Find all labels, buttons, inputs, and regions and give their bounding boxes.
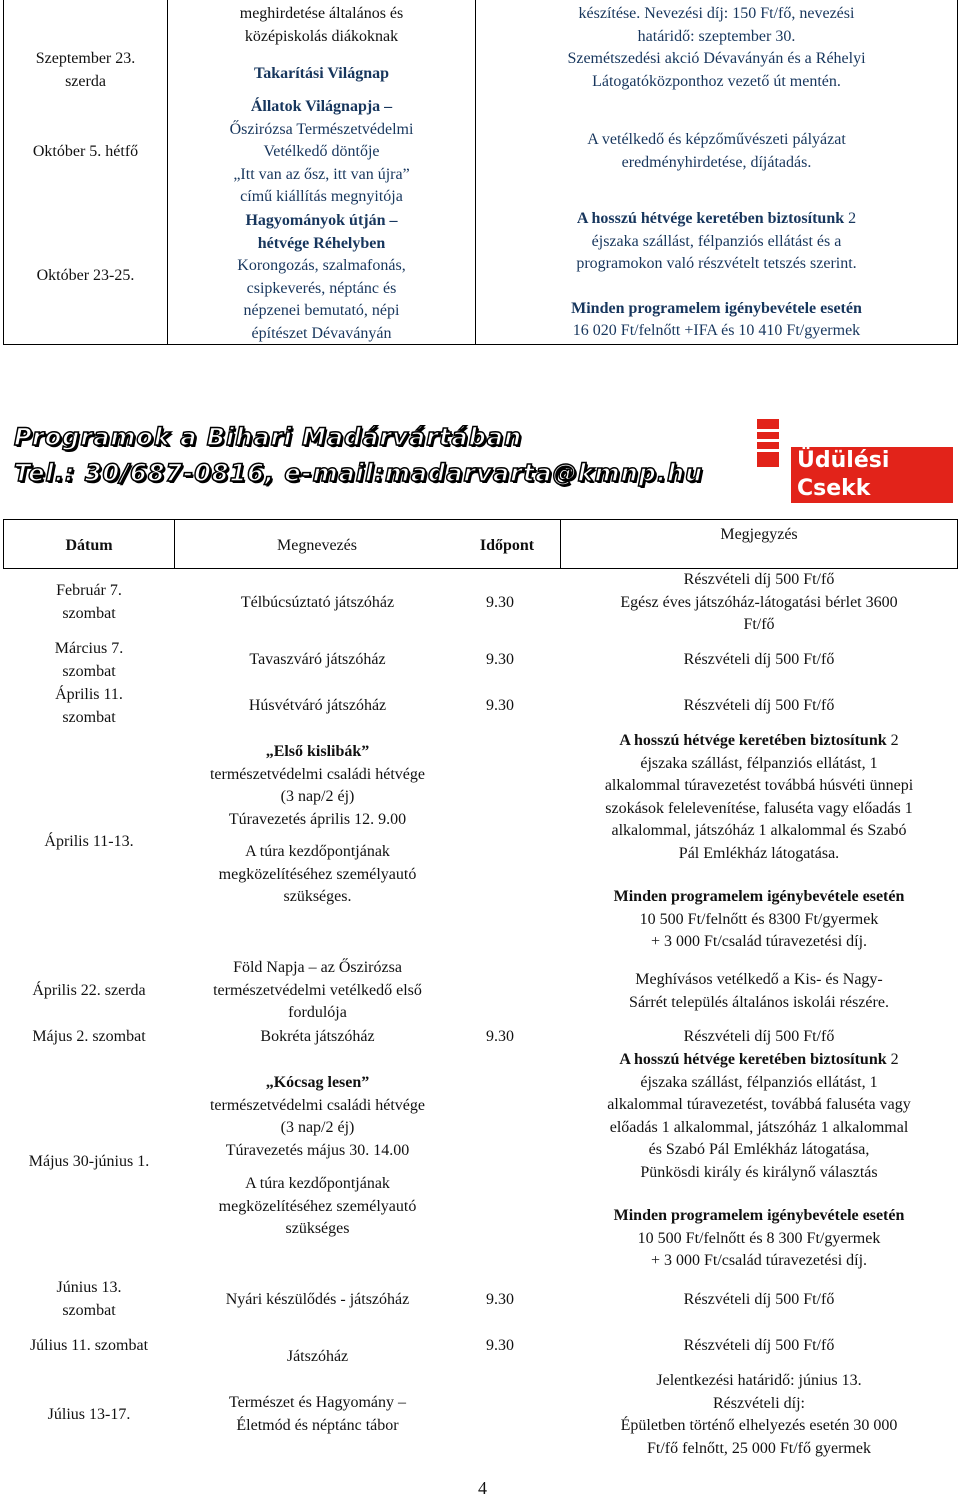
row6-date: Május 2. szombat xyxy=(32,1028,146,1045)
row1-time: 9.30 xyxy=(486,594,514,611)
top-table-border-right xyxy=(957,0,958,344)
row9-note: Részvételi díj 500 Ft/fő xyxy=(683,1337,835,1354)
row3-date: Április 11. szombat xyxy=(55,686,123,726)
row3-note: Részvételi díj 500 Ft/fő xyxy=(683,697,835,714)
row2-date: Március 7. szombat xyxy=(54,640,124,680)
row7-note: A hosszú hétvége keretében biztosítunk 2 éjszaka szállást, félpanziós ellátást, 1 alkalommal túravezetést, továbbá faluséta vagy előadás 1 alkalommal, játszóház 1 alkalommal és Szabó Pál Emlékház látogatása, Pünkösdi király és királynő választás Minden programelem igénybevétele esetén 10 500 Ft/felnőtt és 8 300 Ft/gyermek + 3 000 Ft/család túravezetési díj. xyxy=(607,1051,911,1269)
row5-name: Föld Napja – az Őszirózsa természetvédelmi vetélkedő első fordulója xyxy=(213,959,422,1021)
row8-name: Nyári készülődés - játszóház xyxy=(225,1291,410,1308)
row4-name: „Első kislibák” természetvédelmi családi hétvége (3 nap/2 éj) Túravezetés április 12. 9.00 A túra kezdőpontjának megközelítéséhez személyautó szükséges. xyxy=(209,743,425,905)
row6-time: 9.30 xyxy=(486,1028,514,1045)
row2-name: Tavaszváró játszóház xyxy=(249,651,386,668)
row5-note: Meghívásos vetélkedő a Kis- és Nagy- Sárrét település általános iskolái részére. xyxy=(629,971,889,1011)
row10-date: Július 13-17. xyxy=(47,1406,131,1423)
row4-date: Április 11-13. xyxy=(44,833,134,850)
row7-date: Május 30-június 1. xyxy=(28,1153,150,1170)
logo-text: Üdülési Csekk xyxy=(791,447,953,503)
row3-name: Húsvétváró játszóház xyxy=(248,697,387,714)
top-row2-program: Állatok Világnapja – Őszirózsa Természetvédelmi Vetélkedő döntője „Itt van az ősz, itt van újra” című kiállítás megnyitója xyxy=(229,98,414,205)
top-row3-program: Hagyományok útján – hétvége Réhelyben Korongozás, szalmafonás, csipkeverés, néptánc és népzenei bemutató, népi építészet Dévaványán xyxy=(237,212,406,342)
section-heading-line2: Tel.: 30/687-0816, e-mail:madarvarta@kmnp.hu xyxy=(14,459,704,487)
header-time: Időpont xyxy=(479,537,535,554)
top-row1-date: Szeptember 23. szerda xyxy=(35,50,136,90)
bottom-table-c1-border xyxy=(174,519,175,569)
top-row1-note: készítése. Nevezési díj: 150 Ft/fő, nevezési határidő: szeptember 30. Szemétszedési akció Dévaványán és a Réhelyi Látogatóközponthoz vezető út mentén. xyxy=(567,5,866,90)
row4-note: A hosszú hétvége keretében biztosítunk 2 éjszaka szállást, félpanziós ellátást, 1 alkalommal túravezetést továbbá húsvéti ünnepi szokások felelevenítése, faluséta vagy előadás 1 alkalommal, játszóház 1 alkalommal és Szabó Pál Emlékház látogatása. Minden programelem igénybevétele esetén 10 500 Ft/felnőtt és 8300 Ft/gyermek + 3 000 Ft/család túravezetési díj. xyxy=(604,732,914,950)
row7-name: „Kócsag lesen” természetvédelmi családi hétvége (3 nap/2 éj) Túravezetés május 30. 14.00 A túra kezdőpontjának megközelítéséhez személyautó szükséges xyxy=(209,1074,425,1237)
header-date: Dátum xyxy=(65,537,113,554)
top-row3-note: A hosszú hétvége keretében biztosítunk 2 éjszaka szállást, félpanziós ellátást és a programokon való részvételt tetszés szerint. Minden programelem igénybevétele esetén 16 020 Ft/felnőtt +IFA és 10 410 Ft/gyermek xyxy=(571,210,862,339)
section-heading-line1: Programok a Bihari Madárvártában xyxy=(14,423,523,451)
row6-name: Bokréta játszóház xyxy=(260,1028,375,1045)
top-row2-note: A vetélkedő és képzőművészeti pályázat eredményhirdetése, díjátadás. xyxy=(587,131,846,171)
row6-note: Részvételi díj 500 Ft/fő xyxy=(683,1028,835,1045)
bottom-table-right-border xyxy=(957,519,958,569)
udulesi-csekk-logo xyxy=(757,419,953,501)
row8-time: 9.30 xyxy=(486,1291,514,1308)
header-note: Megjegyzés xyxy=(720,526,798,543)
row1-note: Részvételi díj 500 Ft/fő Egész éves játszóház-látogatási bérlet 3600 Ft/fő xyxy=(620,571,898,633)
top-row3-date: Október 23-25. xyxy=(36,267,135,284)
header-name: Megnevezés xyxy=(277,537,357,554)
row2-note: Részvételi díj 500 Ft/fő xyxy=(683,651,835,668)
logo-mark-icon xyxy=(757,419,779,467)
row9-date: Július 11. szombat xyxy=(29,1337,149,1354)
row8-note: Részvételi díj 500 Ft/fő xyxy=(683,1291,835,1308)
top-table-border-bottom xyxy=(3,344,958,345)
row2-time: 9.30 xyxy=(486,651,514,668)
bottom-table-top-border xyxy=(3,519,958,520)
row10-name: Természet és Hagyomány – Életmód és néptánc tábor xyxy=(228,1394,407,1434)
row9-time: 9.30 xyxy=(486,1337,514,1354)
top-row1-program: meghirdetése általános és középiskolás diákoknak Takarítási Világnap xyxy=(239,5,404,82)
page-number: 4 xyxy=(478,1478,487,1498)
top-row2-date: Október 5. hétfő xyxy=(32,143,139,160)
row8-date: Június 13. szombat xyxy=(56,1279,122,1319)
row5-date: Április 22. szerda xyxy=(32,982,146,999)
row1-date: Február 7. szombat xyxy=(56,582,122,622)
row10-note: Jelentkezési határidő: június 13. Részvételi díj: Épületben történő elhelyezés esetén 30 000 Ft/fő felnőtt, 25 000 Ft/fő gyermek xyxy=(620,1372,898,1457)
row3-time: 9.30 xyxy=(486,697,514,714)
row9-name: Játszóház xyxy=(286,1348,349,1365)
row1-name: Télbúcsúztató játszóház xyxy=(240,594,395,611)
